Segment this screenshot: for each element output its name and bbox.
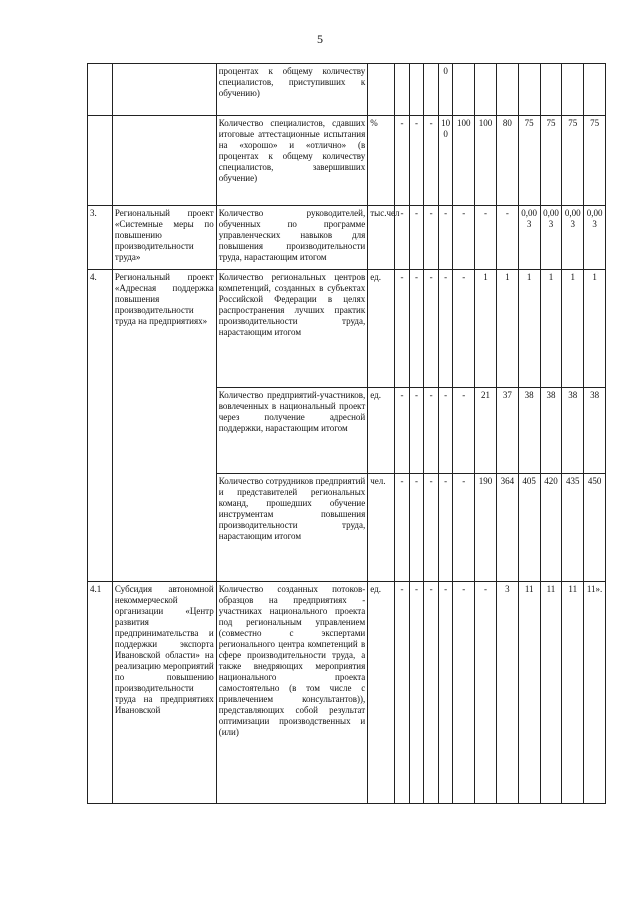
value-cell: - (453, 388, 475, 474)
indicator-name: Количество региональных центров компетенций, созданных в субъектах Российской Федерации в целях распространения лучших практик производительности труда, нарастающим итогом (216, 270, 368, 388)
value-cell: 38 (540, 388, 562, 474)
unit-cell: чел. (368, 474, 395, 582)
value-cell: 38 (562, 388, 584, 474)
value-cell: - (438, 474, 453, 582)
value-cell: 0,003 (562, 206, 584, 270)
value-cell (475, 64, 497, 116)
value-cell: - (395, 474, 410, 582)
value-cell: 100 (453, 116, 475, 206)
value-cell: 0,003 (540, 206, 562, 270)
value-cell (453, 64, 475, 116)
value-cell: - (409, 116, 424, 206)
value-cell: - (409, 582, 424, 804)
value-cell: 37 (496, 388, 518, 474)
value-cell: - (438, 388, 453, 474)
indicator-name: Количество руководителей, обученных по программе управленческих навыков для повышения производительности труда, нарастающим итогом (216, 206, 368, 270)
indicator-name: Количество специалистов, сдавших итоговые аттестационные испытания на «хорошо» и «отлично» (в процентах к общему количеству специалистов, завершивших обучение) (216, 116, 368, 206)
value-cell: - (395, 206, 410, 270)
value-cell: 75 (584, 116, 606, 206)
value-cell: 0,003 (584, 206, 606, 270)
indicator-name: Количество сотрудников предприятий и представителей региональных команд, прошедших обучение инструментам повышения производительности труда, нарастающим итогом (216, 474, 368, 582)
value-cell: - (453, 206, 475, 270)
unit-cell: ед. (368, 270, 395, 388)
value-cell: 364 (496, 474, 518, 582)
value-cell: - (395, 116, 410, 206)
value-cell: - (409, 206, 424, 270)
value-cell: 75 (518, 116, 540, 206)
value-cell: 11 (540, 582, 562, 804)
indicator-name: процентах к общему количеству специалистов, приступивших к обучению) (216, 64, 368, 116)
value-cell: - (395, 388, 410, 474)
row-number (88, 64, 113, 116)
value-cell (496, 64, 518, 116)
value-cell: - (438, 206, 453, 270)
unit-cell: тыс.чел (368, 206, 395, 270)
value-cell (518, 64, 540, 116)
table-row (88, 116, 606, 206)
value-cell: - (395, 270, 410, 388)
value-cell: 75 (540, 116, 562, 206)
value-cell: 435 (562, 474, 584, 582)
value-cell (562, 64, 584, 116)
value-cell: - (438, 582, 453, 804)
value-cell: 80 (496, 116, 518, 206)
value-cell: 75 (562, 116, 584, 206)
value-cell: 21 (475, 388, 497, 474)
indicator-name: Количество предприятий-участников, вовлеченных в национальный проект через получение адресной поддержки, нарастающим итогом (216, 388, 368, 474)
value-cell: - (424, 270, 439, 388)
value-cell: 11». (584, 582, 606, 804)
row-number: 4.1 (88, 582, 113, 804)
value-cell (540, 64, 562, 116)
unit-cell: ед. (368, 582, 395, 804)
value-cell: 38 (584, 388, 606, 474)
row-number: 4. (88, 270, 113, 582)
project-name: Региональный проект «Адресная поддержка повышения производительности труда на предприятиях» (112, 270, 216, 582)
value-cell: - (496, 206, 518, 270)
value-cell: - (453, 582, 475, 804)
unit-cell: ед. (368, 388, 395, 474)
value-cell: 420 (540, 474, 562, 582)
project-name: Субсидия автономной некоммерческой организации «Центр развития предпринимательства и поддержки экспорта Ивановской области» на реализацию мероприятий по повышению производительности труда на предприятиях Ивановской (112, 582, 216, 804)
value-cell: 1 (562, 270, 584, 388)
value-cell: 0 (438, 64, 453, 116)
page-number: 5 (317, 32, 323, 46)
value-cell: 0,003 (518, 206, 540, 270)
value-cell (584, 64, 606, 116)
indicators-table (87, 63, 606, 804)
project-name (112, 64, 216, 116)
value-cell: 1 (584, 270, 606, 388)
value-cell: 11 (518, 582, 540, 804)
value-cell: - (424, 582, 439, 804)
unit-cell: % (368, 116, 395, 206)
value-cell (395, 64, 410, 116)
unit-cell (368, 64, 395, 116)
value-cell: - (395, 582, 410, 804)
value-cell: - (475, 582, 497, 804)
value-cell: 1 (540, 270, 562, 388)
value-cell: 190 (475, 474, 497, 582)
value-cell: - (424, 474, 439, 582)
table-row (88, 206, 606, 270)
value-cell: 450 (584, 474, 606, 582)
value-cell: - (409, 270, 424, 388)
row-number: 3. (88, 206, 113, 270)
value-cell: 3 (496, 582, 518, 804)
indicator-name: Количество созданных потоков-образцов на предприятиях - участниках национального проекта под региональным управлением (совместно с экспертами регионального центра компетенций в сфере производительности труда, а также внедряющих мероприятия национального проекта самостоятельно (в том числе с привлечением консультантов)), представляющих собой результат оптимизации производственных и (или) (216, 582, 368, 804)
table-row (88, 582, 606, 804)
value-cell (424, 64, 439, 116)
project-name (112, 116, 216, 206)
value-cell: 100 (438, 116, 453, 206)
project-name: Региональный проект «Системные меры по повышению производительности труда» (112, 206, 216, 270)
value-cell: 1 (496, 270, 518, 388)
value-cell: 405 (518, 474, 540, 582)
value-cell: 1 (518, 270, 540, 388)
value-cell: - (424, 388, 439, 474)
value-cell: - (409, 388, 424, 474)
table-row (88, 64, 606, 116)
value-cell: - (453, 474, 475, 582)
value-cell: 1 (475, 270, 497, 388)
value-cell: 38 (518, 388, 540, 474)
value-cell: - (424, 206, 439, 270)
table-row (88, 270, 606, 388)
value-cell: 100 (475, 116, 497, 206)
value-cell: - (424, 116, 439, 206)
value-cell: - (409, 474, 424, 582)
value-cell (409, 64, 424, 116)
value-cell: - (453, 270, 475, 388)
value-cell: - (475, 206, 497, 270)
row-number (88, 116, 113, 206)
value-cell: - (438, 270, 453, 388)
value-cell: 11 (562, 582, 584, 804)
